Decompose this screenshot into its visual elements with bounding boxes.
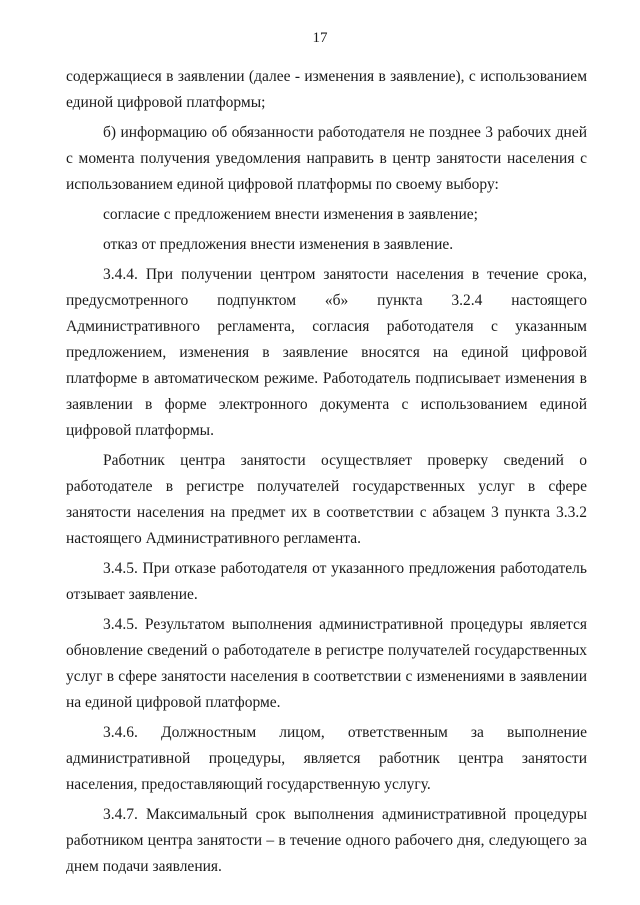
paragraph: 3.4.5. Результатом выполнения административной процедуры является обновление сведений о работодателе в регистре получателей государственных услуг в сфере занятости населения в соответствии с изменениями в заявлении на единой цифровой платформе. [66,616,587,711]
page-number: 17 [312,30,328,46]
paragraph: 3.4.6. Должностным лицом, ответственным за выполнение административной процедуры, является работник центра занятости населения, предоставляющий государственную услугу. [66,724,587,793]
document-body [66,64,587,884]
paragraph: 3.4.4. При получении центром занятости населения в течение срока, предусмотренного подпунктом «б» пункта 3.2.4 настоящего Административного регламента, согласия работодателя с указанным предложением, изменения в заявление вносятся на единой цифровой платформе в автоматическом режиме. Работодатель подписывает изменения в заявлении в форме электронного документа с использованием единой цифровой платформы. [66,266,587,439]
list-item: отказ от предложения внести изменения в заявление. [103,236,454,253]
paragraph: б) информацию об обязанности работодателя не позднее 3 рабочих дней с момента получения уведомления направить в центр занятости населения с использованием единой цифровой платформы по своему выбору: [66,124,587,193]
paragraph: 3.4.7. Максимальный срок выполнения административной процедуры работником центра занятости – в течение одного рабочего дня, следующего за днем подачи заявления. [66,806,587,875]
paragraph: Работник центра занятости осуществляет проверку сведений о работодателе в регистре получателей государственных услуг в сфере занятости населения на предмет их в соответствии с абзацем 3 пункта 3.3.2 настоящего Административного регламента. [66,452,587,547]
list-item: согласие с предложением внести изменения в заявление; [103,206,478,223]
paragraph: содержащиеся в заявлении (далее - изменения в заявление), с использованием единой цифровой платформы; [66,68,587,111]
paragraph: 3.4.5. При отказе работодателя от указанного предложения работодатель отзывает заявление. [66,560,587,603]
